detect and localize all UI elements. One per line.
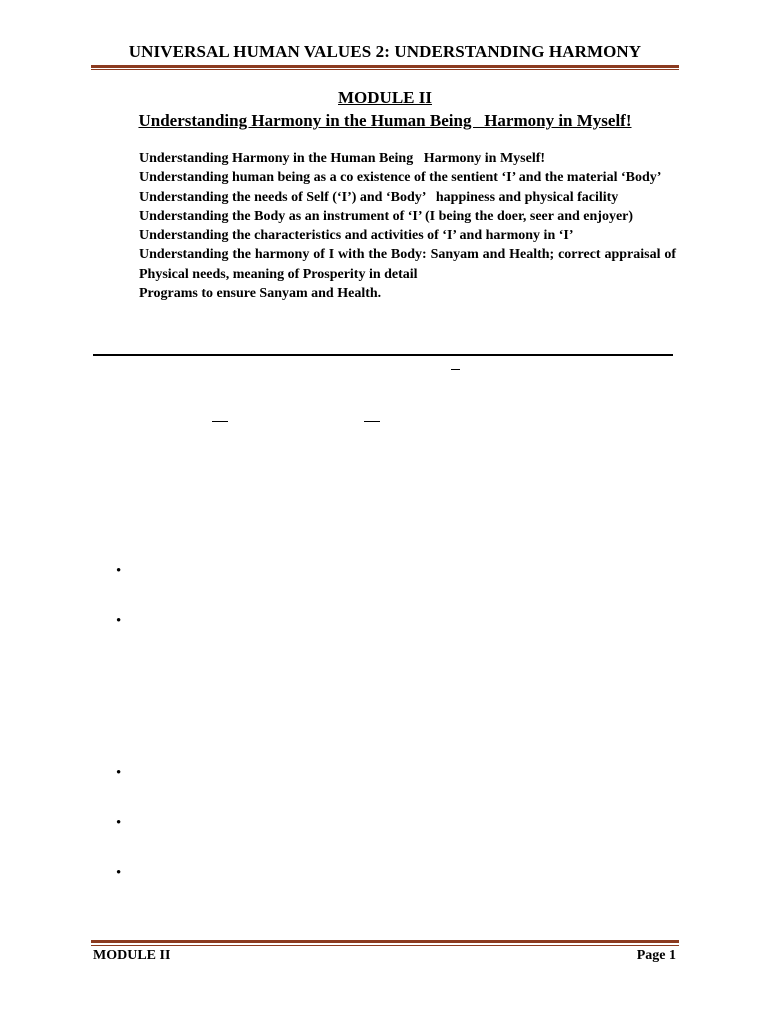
- topic-item: Understanding human being as a co existence of the sentient ‘I’ and the material ‘Body’: [139, 170, 662, 186]
- topic-item: Understanding Harmony in the Human Being Harmony in Myself!: [139, 151, 546, 166]
- footer-rule-thin: [91, 945, 679, 946]
- header-rule-thick: [91, 65, 679, 68]
- footer-page-number: Page 1: [636, 948, 676, 963]
- footer-rule-thick: [91, 940, 679, 943]
- dash-mark: [451, 369, 460, 370]
- bullet-marker: •: [116, 613, 122, 629]
- footer-module-label: MODULE II: [93, 948, 171, 963]
- bullet-marker: •: [116, 563, 122, 579]
- bullet-marker: •: [116, 865, 122, 881]
- section-divider: [93, 354, 673, 356]
- topic-list: [139, 149, 680, 303]
- module-title: MODULE II: [338, 88, 432, 107]
- dash-mark: [212, 421, 228, 422]
- module-subtitle: Understanding Harmony in the Human Being Harmony in Myself!: [138, 111, 632, 130]
- topic-item: Understanding the needs of Self (‘I’) and ‘Body’ happiness and physical facility: [139, 189, 619, 205]
- topic-item: Understanding the harmony of I with the Body: Sanyam and Health; correct appraisal of Physical needs, meaning of Prosperity in detail: [139, 247, 680, 282]
- topic-item: Understanding the Body as an instrument of ‘I’ (I being the doer, seer and enjoyer): [139, 208, 634, 224]
- topic-item: Understanding the characteristics and activities of ‘I’ and harmony in ‘I’: [139, 228, 574, 244]
- bullet-marker: •: [116, 815, 122, 831]
- header-rule-thin: [91, 69, 679, 70]
- topic-item: Programs to ensure Sanyam and Health.: [139, 286, 382, 302]
- dash-mark: [364, 421, 380, 422]
- header-title: UNIVERSAL HUMAN VALUES 2: UNDERSTANDING HARMONY: [128, 42, 642, 61]
- bullet-marker: •: [116, 765, 122, 781]
